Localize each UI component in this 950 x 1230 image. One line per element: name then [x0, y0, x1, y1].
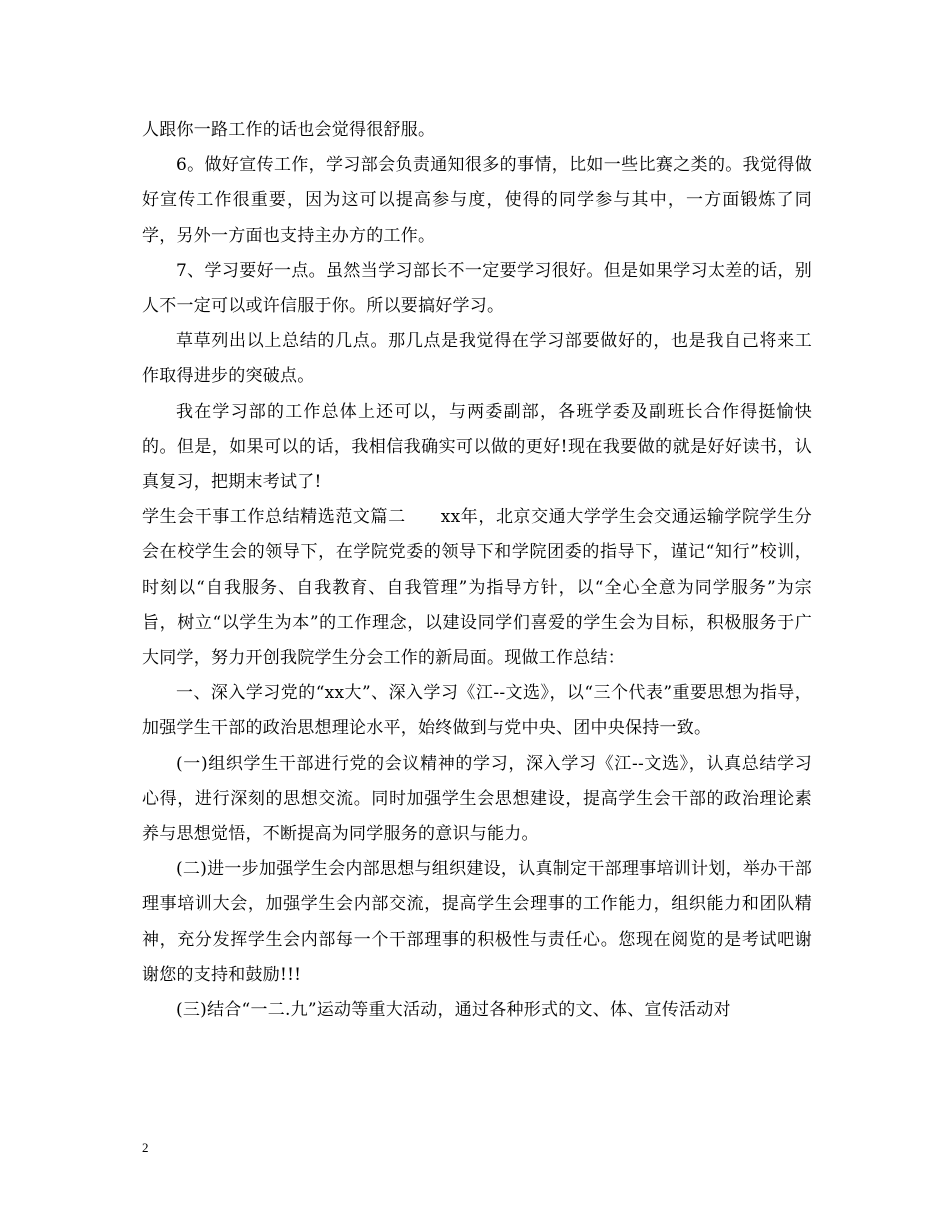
paragraph: (一)组织学生干部进行党的会议精神的学习，深入学习《江--文选》，认真总结学习心得，进行深刻的思想交流。同时加强学生会思想建设，提高学生会干部的政治理论素养与思想觉悟，不断提高为同学服务的意识与能力。 [142, 753, 812, 845]
paragraph: 6。做好宣传工作，学习部会负责通知很多的事情，比如一些比赛之类的。我觉得做好宣传工作很重要，因为这可以提高参与度，使得的同学参与其中，一方面锻炼了同学，另外一方面也支持主办方的工作。 [142, 155, 812, 246]
paragraph: 草草列出以上总结的几点。那几点是我觉得在学习部要做好的，也是我自己将来工作取得进步的突破点。 [142, 331, 812, 387]
paragraph-section-title: 学生会干事工作总结精选范文篇二 xx年，北京交通大学学生会交通运输学院学生分会在校学生会的领导下，在学院党委的领导下和学院团委的指导下，谨记“知行”校训，时刻以“自我服务、自我教育、自我管理”为指导方针，以“全心全意为同学服务”为宗旨，树立“以学生为本”的工作理念，以建设同学们喜爱的学生会为目标，积极服务于广大同学，努力开创我院学生分会工作的新局面。现做工作总结： [142, 507, 812, 669]
paragraph: (二)进一步加强学生会内部思想与组织建设，认真制定干部理事培训计划，举办干部理事培训大会，加强学生会内部交流，提高学生会理事的工作能力，组织能力和团队精神，充分发挥学生会内部每一个干部理事的积极性与责任心。您现在阅览的是考试吧谢谢您的支持和鼓励!!! [142, 859, 812, 985]
document-body [142, 113, 812, 1028]
paragraph: 7、学习要好一点。虽然当学习部长不一定要学习很好。但是如果学习太差的话，别人不一定可以或许信服于你。所以要搞好学习。 [142, 260, 812, 317]
paragraph: 人跟你一路工作的话也会觉得很舒服。 [142, 120, 436, 140]
paragraph: (三)结合“一二.九”运动等重大活动，通过各种形式的文、体、宣传活动对 [176, 1000, 731, 1021]
paragraph: 一、深入学习党的“xx大”、深入学习《江--文选》，以“三个代表”重要思想为指导，加强学生干部的政治思想理论水平，始终做到与党中央、团中央保持一致。 [142, 683, 812, 739]
paragraph: 我在学习部的工作总体上还可以，与两委副部，各班学委及副班长合作得挺愉快的。但是，如果可以的话，我相信我确实可以做的更好!现在我要做的就是好好读书，认真复习，把期末考试了! [142, 401, 812, 493]
page-number: 2 [142, 1140, 149, 1155]
